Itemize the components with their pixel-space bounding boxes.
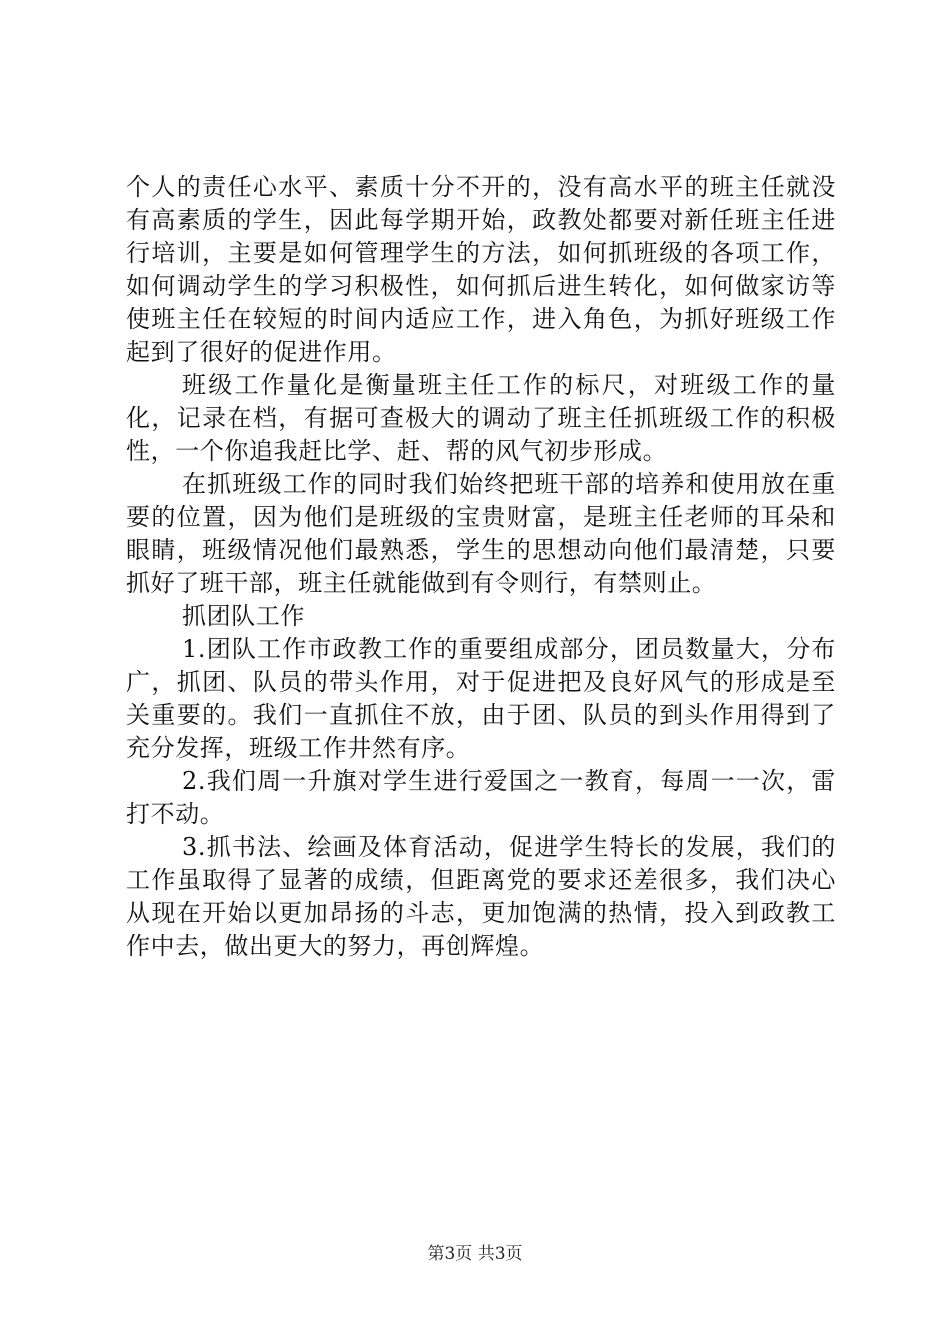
paragraph-continued: 个人的责任心水平、素质十分不开的，没有高水平的班主任就没有高素质的学生，因此每学期开始，政教处都要对新任班主任进行培训，主要是如何管理学生的方法，如何抓班级的各项工作，如何调动学生的学习积极性，如何抓后进生转化，如何做家访等使班主任在较短的时间内适应工作，进入角色，为抓好班级工作起到了很好的促进作用。 — [126, 173, 836, 366]
paragraph-quantification: 班级工作量化是衡量班主任工作的标尺，对班级工作的量化，记录在档，有据可查极大的调动了班主任抓班级工作的积极性，一个你追我赶比学、赶、帮的风气初步形成。 — [126, 371, 836, 465]
page-footer: 第3页 共3页 — [427, 1244, 523, 1264]
document-body — [126, 171, 836, 963]
list-item-3: 3.抓书法、绘画及体育活动，促进学生特长的发展，我们的工作虽取得了显著的成绩，但距离党的要求还差很多，我们决心从现在开始以更加昂扬的斗志，更加饱满的热情，投入到政教工作中去，做出更大的努力，再创辉煌。 — [126, 833, 836, 960]
list-item-1: 1.团队工作市政教工作的重要组成部分，团员数量大，分布广，抓团、队员的带头作用，对于促进把及良好风气的形成是至关重要的。我们一直抓住不放，由于团、队员的到头作用得到了充分发挥，班级工作井然有序。 — [126, 635, 836, 762]
paragraph-class-cadres: 在抓班级工作的同时我们始终把班干部的培养和使用放在重要的位置，因为他们是班级的宝贵财富，是班主任老师的耳朵和眼睛，班级情况他们最熟悉，学生的思想动向他们最清楚，只要抓好了班干部，班主任就能做到有令则行，有禁则止。 — [126, 470, 836, 597]
list-item-2: 2.我们周一升旗对学生进行爱国之一教育，每周一一次，雷打不动。 — [126, 767, 836, 828]
section-heading: 抓团队工作 — [182, 602, 305, 630]
